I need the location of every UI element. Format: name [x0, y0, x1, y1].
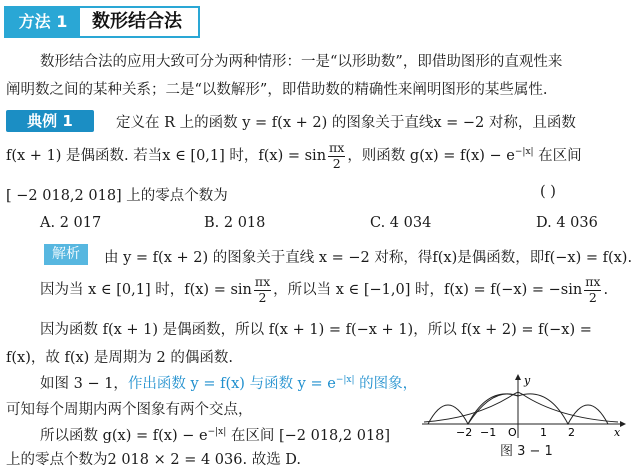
option-d: D. 4 036: [536, 215, 598, 231]
solution-line-3: 因为函数 f(x + 1) 是偶函数，所以 f(x + 1) = f(−x + 1)，所以 f(x + 2) = f(−x) =: [40, 322, 592, 338]
figure-caption: 图 3 − 1: [500, 444, 553, 459]
intro-line-2: 阐明数之间的某种关系；二是“以数解形”，即借助数的精确性来阐明图形的某些属性.: [6, 82, 548, 98]
answer-blank: ( ): [540, 184, 556, 200]
tick-1: 1: [540, 426, 547, 439]
intro-line-1: 数形结合法的应用大致可分为两种情形：一是“以形助数”，即借助图形的直观性来: [40, 54, 563, 70]
solution-line-2: 因为当 x ∈ [0,1] 时，f(x) = sin $\frac{\pi x}{2}$ ，所以当 x ∈ [−1,0] 时，f(x) = f(−x) = −sin $\frac{\pi x}{2}$ .: [40, 274, 609, 305]
f-x-curve-segment: [468, 394, 518, 424]
method-title: 数形结合法: [92, 11, 182, 32]
example-line-1: 定义在 R 上的函数 y = f(x + 2) 的图象关于直线x = −2 对称，且函数: [116, 115, 576, 131]
tick-2: 2: [568, 426, 575, 439]
example-tag: 典例 1: [6, 110, 94, 132]
exp-curve: [424, 392, 618, 422]
tick-neg-2: −2: [456, 426, 473, 439]
solution-tag: 解析: [44, 244, 88, 265]
solution-line-1: 由 y = f(x + 2) 的图象关于直线 x = −2 对称，得f(x)是偶函数，即f(−x) = f(x).: [104, 250, 633, 266]
example-line-2: f(x + 1) 是偶函数. 若当x ∈ [0,1] 时，f(x) = sin $\frac{\pi x}{2}$ ，则函数 $g(x) = f(x) - e^{-|x|}$ 在区间: [6, 140, 582, 171]
option-b: B. 2 018: [204, 215, 266, 231]
solution-line-4: f(x)，故 f(x) 是周期为 2 的偶函数.: [6, 350, 233, 366]
x-axis-arrow: [620, 421, 626, 427]
solution-line-6: 可知每个周期内两个图象有两个交点，: [6, 402, 253, 418]
solution-line-7: 所以函数 $g(x) = f(x) - e^{-|x|}$ 在区间 [−2 018,2 018]: [40, 427, 391, 444]
method-tag: 方法 1: [6, 8, 80, 36]
option-a: A. 2 017: [40, 215, 102, 231]
y-axis-arrow: [515, 374, 521, 380]
function-graph-figure: [418, 372, 628, 442]
solution-fraction-2: $\frac{\pi x}{2}$: [585, 274, 601, 305]
option-c: C. 4 034: [370, 215, 432, 231]
solution-fraction-1: $\frac{\pi x}{2}$: [254, 274, 271, 305]
example-fraction: $\frac{\pi x}{2}$: [329, 140, 345, 171]
solution-line-5: 如图 3 − 1，作出函数 y = f(x) 与函数 $y = e^{-|x|}$ 的图象，: [40, 375, 418, 392]
solution-line-8: 上的零点个数为2 018 × 2 = 4 036. 故选 D.: [6, 452, 302, 468]
origin-label: O: [508, 426, 517, 439]
x-axis-label: x: [614, 426, 621, 439]
example-line-3: [ −2 018,2 018] 上的零点个数为: [6, 188, 228, 204]
tick-neg-1: −1: [480, 426, 497, 439]
y-axis-label: y: [524, 374, 531, 387]
